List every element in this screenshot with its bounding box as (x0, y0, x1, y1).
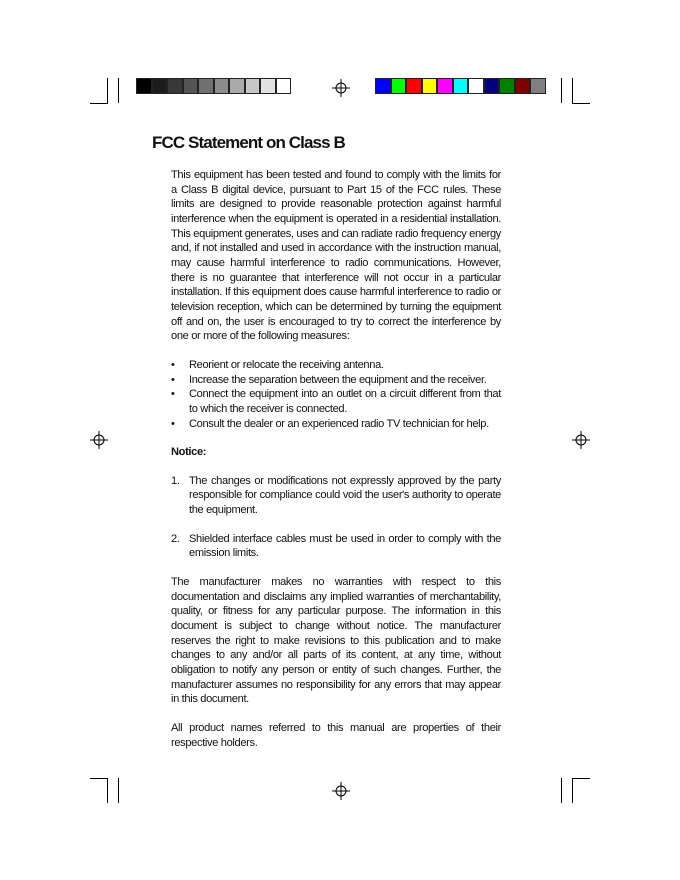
registration-mark-bottom (332, 782, 350, 800)
list-item: • Consult the dealer or an experienced radio TV technician for help. (171, 417, 489, 430)
color-swatch (422, 78, 438, 94)
gray-swatch (152, 78, 168, 94)
color-swatch (484, 78, 500, 94)
measures-list (171, 358, 501, 431)
item-number: 2. (171, 532, 180, 545)
gray-swatch (260, 78, 276, 94)
registration-mark-right (572, 431, 590, 449)
disclaimer-paragraph: The manufacturer makes no warranties with respect to this documentation and disclaims any implied warranties of merchantability, quality, or fitness for any particular purpose. The information in this document is subject to change without notice. The manufacturer reserves the right to make revisions to this publication and to make changes to any and/or all parts of its content, at any time, without obligation to notify any person or entity of such changes. Further, the manufacturer assumes no responsibility for any errors that may appear in this document. (171, 576, 501, 706)
gray-swatch (245, 78, 261, 94)
color-swatch (530, 78, 546, 94)
list-item: • Increase the separation between the equipment and the receiver. (171, 373, 487, 386)
intro-paragraph: This equipment has been tested and found to comply with the limits for a Class B digital device, pursuant to Part 15 of the FCC rules. These limits are designed to provide reasonable protection against harmful interference when the equipment is operated in a residential installation. This equipment generates, uses and can radiate radio frequency energy and, if not installed and used in accordance with the instruction manual, may cause harmful interference to radio communications. However, there is no guarantee that interference will not occur in a particular installation. If this equipment does cause harmful interference to radio or television reception, which can be determined by turning the equipment off and on, the user is encouraged to try to correct the interference by one or more of the following measures: (171, 169, 501, 343)
notice-heading: Notice: (171, 446, 207, 459)
color-swatch (375, 78, 391, 94)
trademark-paragraph: All product names referred to this manual are properties of their respective holders. (171, 722, 501, 749)
gray-swatch (214, 78, 230, 94)
color-swatch (515, 78, 531, 94)
document-body (171, 168, 501, 750)
list-item: • Connect the equipment into an outlet on a circuit different from that to which the receiver is connected. (171, 388, 501, 415)
color-swatch (406, 78, 422, 94)
color-swatch (391, 78, 407, 94)
item-number: 1. (171, 474, 180, 487)
list-item: 2. Shielded interface cables must be used in order to comply with the emission limits. (171, 532, 501, 560)
color-swatch (453, 78, 469, 94)
list-item: • Reorient or relocate the receiving antenna. (171, 358, 384, 371)
page-title: FCC Statement on Class B (152, 133, 345, 152)
color-swatch (468, 78, 484, 94)
bullet-icon: • (171, 417, 175, 430)
notice-list (171, 474, 501, 561)
bullet-icon: • (171, 373, 175, 386)
color-swatch (499, 78, 515, 94)
list-item: 1. The changes or modifications not expressly approved by the party responsible for compliance could void the user's authority to operate the equipment. (171, 474, 501, 517)
gray-swatch (167, 78, 183, 94)
gray-swatch (183, 78, 199, 94)
registration-mark-left (90, 431, 108, 449)
gray-swatch (136, 78, 152, 94)
color-swatch (437, 78, 453, 94)
bullet-icon: • (171, 388, 175, 401)
gray-swatch (276, 78, 292, 94)
bullet-icon: • (171, 358, 175, 371)
registration-mark-top (332, 79, 350, 97)
gray-swatch (198, 78, 214, 94)
gray-swatch (229, 78, 245, 94)
